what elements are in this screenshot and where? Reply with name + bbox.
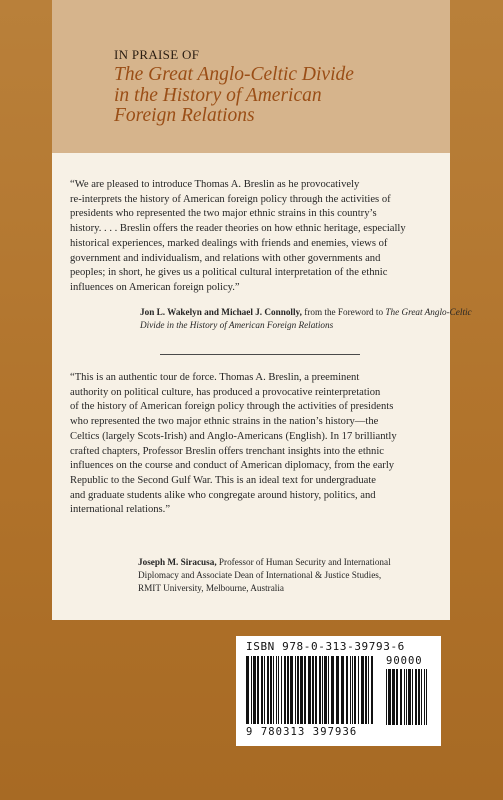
attribution-work-2: Divide in the History of American Foreign Relations bbox=[140, 320, 334, 330]
barcode-bar bbox=[287, 656, 289, 724]
price-code: 90000 bbox=[386, 655, 423, 667]
quote-line: history. . . . Breslin offers the reader theories on how ethnic heritage, especially bbox=[70, 223, 406, 235]
quote-line: of the history of American foreign policy through the activities of presidents bbox=[70, 401, 394, 413]
attribution-line: Diplomacy and Associate Dean of International & Justice Studies, bbox=[138, 570, 382, 580]
barcode-bar bbox=[386, 669, 387, 725]
barcode-bar bbox=[361, 656, 364, 724]
barcode-bar bbox=[264, 656, 265, 724]
barcode-bar bbox=[368, 656, 369, 724]
attribution-wakelyn-connolly bbox=[140, 306, 472, 332]
quote-line: Celtics (largely Scots-Irish) and Anglo-Americans (English). In 17 brilliantly bbox=[70, 430, 397, 442]
attribution-name: Joseph M. Siracusa, bbox=[138, 557, 217, 567]
barcode-bar bbox=[257, 656, 259, 724]
title-line-3: Foreign Relations bbox=[114, 105, 255, 126]
praise-label: IN PRAISE OF bbox=[114, 47, 200, 62]
attribution-line: RMIT University, Melbourne, Australia bbox=[138, 583, 284, 593]
quote-line: historical experiences, marked dealings with friends and enemies, views of bbox=[70, 237, 388, 249]
isbn-label: ISBN 978-0-313-39793-6 bbox=[246, 640, 405, 653]
barcode-bar bbox=[396, 669, 398, 725]
barcode-bar bbox=[295, 656, 296, 724]
barcode-bar bbox=[304, 656, 306, 724]
quote-line: “This is an authentic tour de force. Thomas A. Breslin, a preeminent bbox=[70, 372, 360, 383]
barcode-bar bbox=[354, 656, 356, 724]
barcode-bar bbox=[346, 656, 348, 724]
quote-line: presidents who represented the two major ethnic strains in this country’s bbox=[70, 208, 377, 220]
barcode-bar bbox=[324, 656, 327, 724]
barcode-bar bbox=[278, 656, 279, 724]
barcode-bar bbox=[297, 656, 299, 724]
supplement-barcode-icon bbox=[386, 669, 430, 727]
quote-line: peoples; in short, he gives us a political cultural interpretation of the ethnic bbox=[70, 267, 388, 279]
quote-line: government and individualism, and relations with other governments and bbox=[70, 252, 381, 264]
divider bbox=[160, 354, 360, 355]
barcode-bar bbox=[270, 656, 272, 724]
quote-line: “We are pleased to introduce Thomas A. Breslin as he provocatively bbox=[70, 179, 360, 190]
barcode-bar bbox=[341, 656, 344, 724]
barcode-number: 9 780313 397936 bbox=[246, 726, 358, 738]
title-line-1: The Great Anglo-Celtic Divide bbox=[114, 64, 354, 85]
barcode-bar bbox=[253, 656, 256, 724]
quote-siracusa bbox=[70, 371, 440, 518]
back-cover bbox=[52, 0, 472, 800]
quote-line: Republic to the Second Gulf War. This is an ideal text for undergraduate bbox=[70, 474, 376, 486]
attribution-siracusa bbox=[138, 556, 438, 595]
barcode-bar bbox=[418, 669, 420, 725]
quote-line: authority on political culture, has produced a provocative reinterpretation bbox=[70, 386, 381, 398]
barcode-bar bbox=[406, 669, 407, 725]
barcode-bar bbox=[404, 669, 405, 725]
barcode-bar bbox=[421, 669, 422, 725]
barcode-bar bbox=[392, 669, 395, 725]
quote-line: international relations.” bbox=[70, 504, 171, 516]
barcode-bar bbox=[267, 656, 269, 724]
quote-line: and graduate students alike who congregate around history, politics, and bbox=[70, 489, 376, 501]
quote-line: influences on American foreign policy.” bbox=[70, 281, 240, 293]
barcode-bar bbox=[251, 656, 252, 724]
quote-line: crafted chapters, Professor Breslin offers trenchant insights into the ethnic bbox=[70, 445, 384, 457]
barcode-bar bbox=[300, 656, 303, 724]
barcode-bar bbox=[426, 669, 427, 725]
barcode-bar bbox=[415, 669, 417, 725]
attribution-names: Jon L. Wakelyn and Michael J. Connolly, bbox=[140, 307, 302, 317]
barcode-bar bbox=[408, 669, 411, 725]
isbn-barcode bbox=[236, 636, 441, 746]
quote-line: who represented the two major ethnic strains in the nation’s history—the bbox=[70, 416, 379, 428]
barcode-bar bbox=[276, 656, 277, 724]
praise-header bbox=[52, 0, 450, 153]
barcode-bar bbox=[261, 656, 263, 724]
barcode-bar bbox=[336, 656, 339, 724]
quote-line: influences on the course and conduct of American diplomacy, from the early bbox=[70, 460, 395, 472]
attribution-work-1: The Great Anglo-Celtic bbox=[385, 307, 472, 317]
barcode-bar bbox=[371, 656, 373, 724]
barcode-bar bbox=[308, 656, 311, 724]
barcode-bar bbox=[273, 656, 274, 724]
title-line-2: in the History of American bbox=[114, 84, 322, 106]
barcode-bar bbox=[350, 656, 351, 724]
barcode-bar bbox=[290, 656, 293, 724]
barcode-bar bbox=[322, 656, 323, 724]
book-title bbox=[114, 65, 434, 127]
barcode-bar bbox=[412, 669, 413, 725]
barcode-bar bbox=[358, 656, 359, 724]
barcode-bar bbox=[315, 656, 317, 724]
barcode-bar bbox=[331, 656, 334, 724]
barcode-bar bbox=[365, 656, 367, 724]
barcode-bar bbox=[352, 656, 353, 724]
barcode-bar bbox=[424, 669, 425, 725]
barcode-bar bbox=[388, 669, 391, 725]
barcode-bar bbox=[246, 656, 249, 724]
attribution-line: Professor of Human Security and International bbox=[216, 557, 391, 567]
ean-barcode-icon bbox=[246, 656, 376, 728]
attribution-text: from the Foreword to bbox=[301, 307, 386, 317]
barcode-bar bbox=[312, 656, 314, 724]
barcode-bar bbox=[400, 669, 402, 725]
barcode-bar bbox=[328, 656, 329, 724]
barcode-bar bbox=[319, 656, 321, 724]
quote-wakelyn-connolly bbox=[70, 178, 440, 296]
quote-line: re-interprets the history of American foreign policy through the activities of bbox=[70, 193, 391, 205]
barcode-bar bbox=[284, 656, 286, 724]
barcode-bar bbox=[281, 656, 282, 724]
